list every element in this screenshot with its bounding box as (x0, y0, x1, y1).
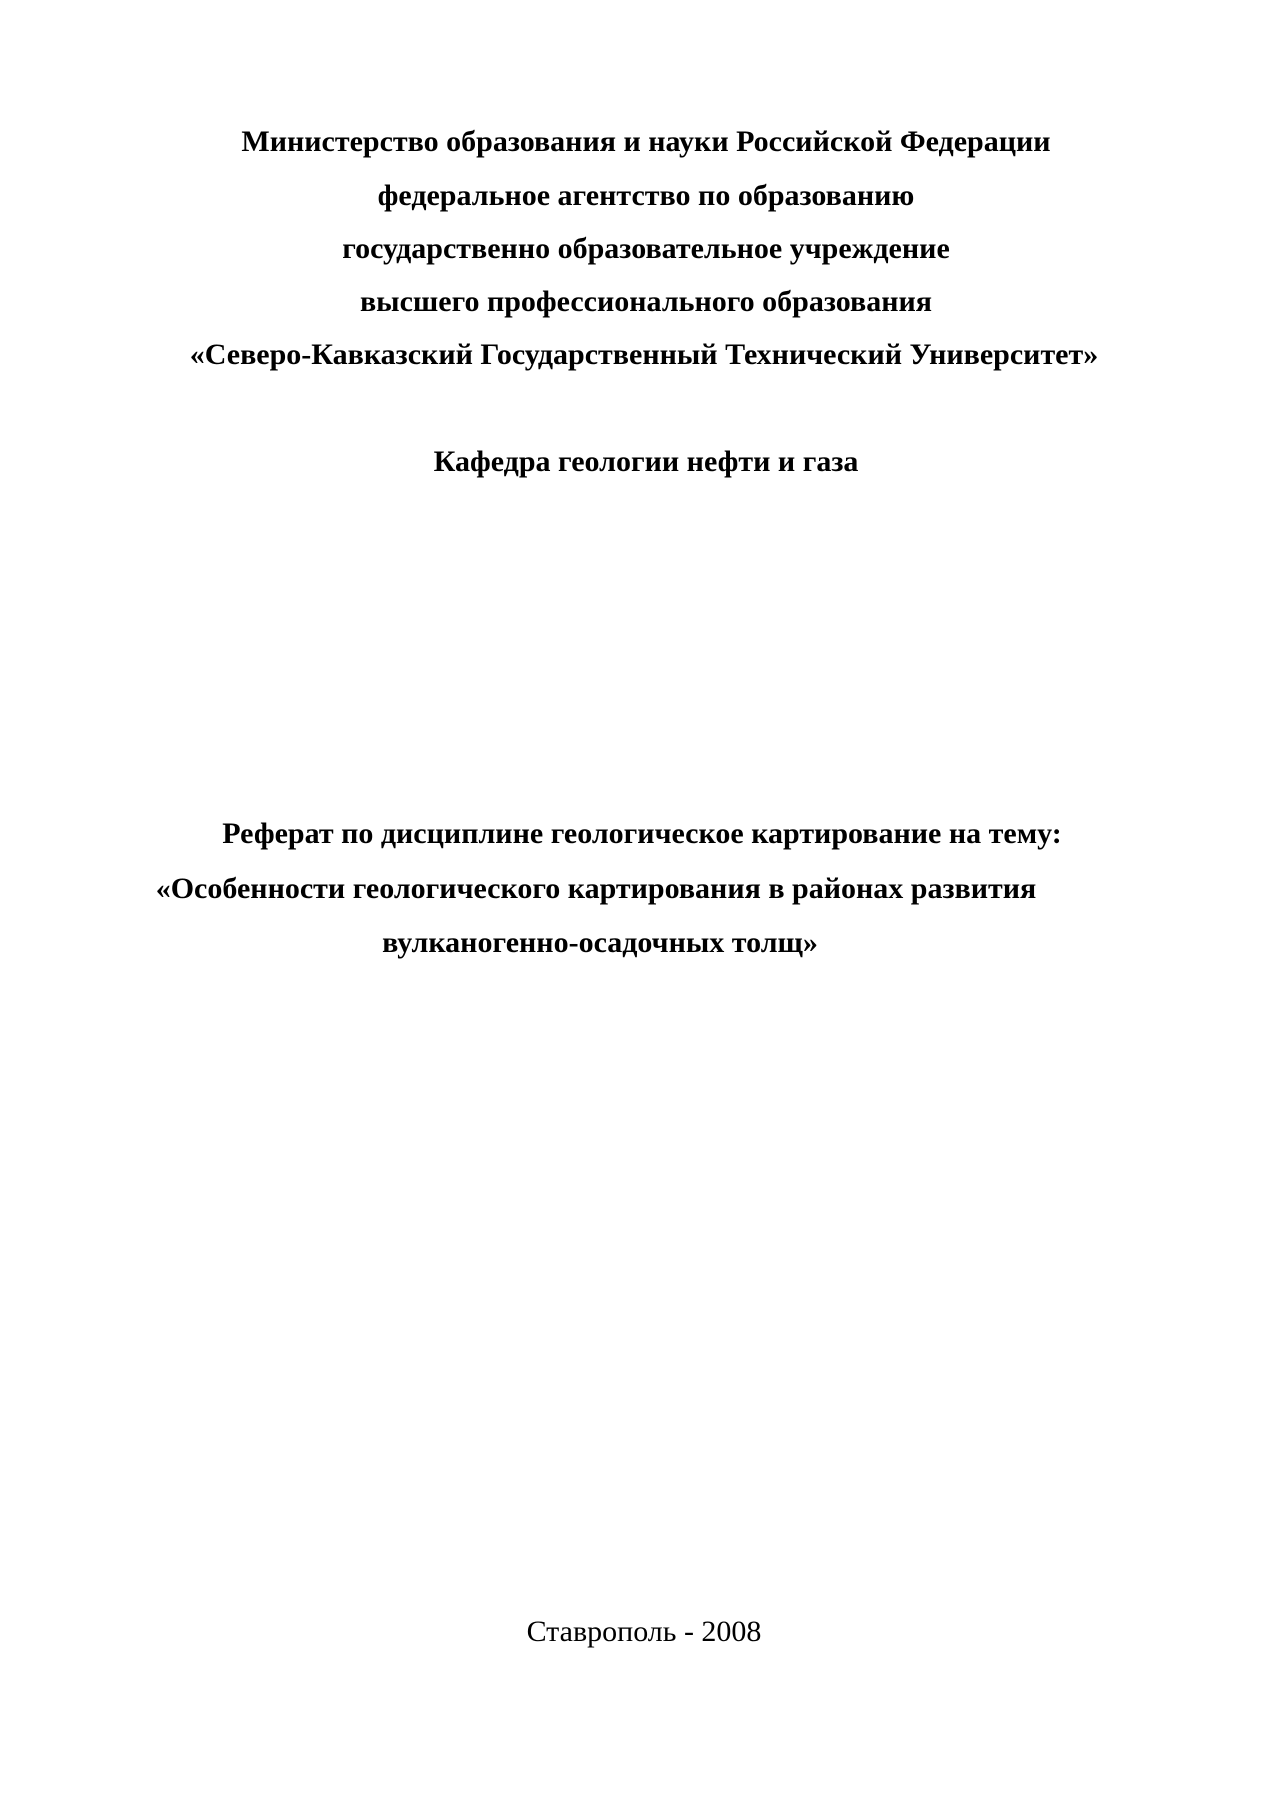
report-title-line-1: Реферат по дисциплине геологическое картирование на тему: (222, 817, 1062, 850)
institution-type-heading: государственно образовательное учреждение (342, 232, 950, 265)
agency-heading: федеральное агентство по образованию (377, 179, 915, 212)
report-title-line-3: вулканогенно-осадочных толщ» (382, 926, 818, 959)
ministry-heading: Министерство образования и науки Российской Федерации (241, 125, 1051, 158)
education-level-heading: высшего профессионального образования (359, 285, 932, 318)
department-heading: Кафедра геологии нефти и газа (433, 445, 859, 478)
report-title-line-2: «Особенности геологического картирования в районах развития (155, 872, 1037, 905)
university-name-heading: «Северо-Кавказский Государственный Технический Университет» (189, 338, 1099, 371)
city-year-footer: Ставрополь - 2008 (526, 1615, 762, 1648)
